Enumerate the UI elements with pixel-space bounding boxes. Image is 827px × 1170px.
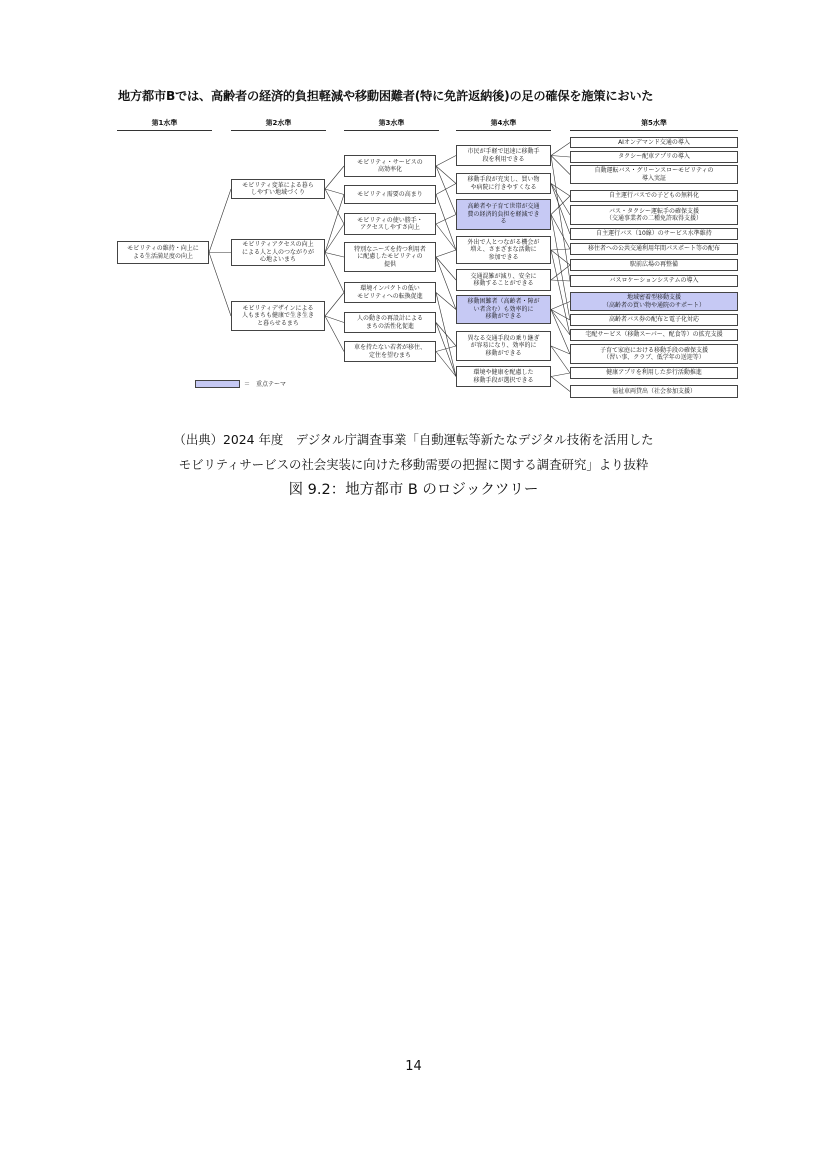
legend-label: ＝ 重点テーマ xyxy=(244,381,287,388)
connector-line-40 xyxy=(551,249,570,250)
tree-node-l3-7: 車を持たない若者が移住、 定住を望むまち xyxy=(344,341,436,362)
connector-line-1 xyxy=(209,189,231,253)
connector-line-30 xyxy=(551,143,570,156)
connector-line-23 xyxy=(436,257,456,310)
connector-line-20 xyxy=(436,224,456,250)
source-caption-line-2: モビリティサービスの社会実装に向けた移動需要の把握に関する調査研究」より抜粋 xyxy=(178,457,649,472)
tree-node-l3-1: モビリティ・サービスの 高効率化 xyxy=(344,155,436,177)
tree-node-l3-5: 環境インパクトの低い モビリティへの転換促進 xyxy=(344,282,436,303)
tree-node-l4-6: 移動困難者（高齢者・障が い者含む）も効率的に 移動ができる xyxy=(456,295,551,324)
tree-node-l5-1: AIオンデマンド交通の導入 xyxy=(570,137,738,148)
tree-node-l5-7: 移住者への公共交通利用年間パスポート等の配布 xyxy=(570,243,738,255)
level-1-header: 第1水準 xyxy=(117,118,212,131)
tree-node-l2-3: モビリティデザインによる 人もまちも健康で生き生き と暮らせるまち xyxy=(231,301,325,331)
connector-line-26 xyxy=(436,323,456,347)
connector-line-35 xyxy=(551,184,570,216)
tree-node-l4-4: 外出で人とつながる機会が 増え、さまざまな活動に 参加できる xyxy=(456,236,551,264)
connector-line-36 xyxy=(551,184,570,235)
connector-line-6 xyxy=(325,189,344,224)
connector-line-34 xyxy=(551,184,570,197)
tree-node-l3-2: モビリティ需要の高まり xyxy=(344,185,436,204)
connector-line-7 xyxy=(325,195,344,253)
connector-line-11 xyxy=(325,293,344,317)
tree-node-l5-8: 駅前広場の再整備 xyxy=(570,259,738,271)
connector-line-4 xyxy=(325,166,344,189)
level-3-header: 第3水準 xyxy=(344,118,439,131)
legend-swatch xyxy=(195,380,240,388)
level-2-header: 第2水準 xyxy=(231,118,326,131)
connector-line-21 xyxy=(436,250,456,257)
connector-line-3 xyxy=(209,253,231,317)
tree-node-l5-2: タクシー配車アプリの導入 xyxy=(570,151,738,163)
connector-line-22 xyxy=(436,257,456,280)
tree-node-l5-6: 自主運行バス（10線）のサービス水準維持 xyxy=(570,228,738,240)
connector-line-31 xyxy=(551,156,570,158)
tree-node-l5-9: バスロケーションシステムの導入 xyxy=(570,275,738,287)
tree-node-l4-2: 移動手段が充実し、買い物 や病院に行きやすくなる xyxy=(456,173,551,194)
connector-line-10 xyxy=(325,253,344,293)
tree-node-l5-3: 自動運転バス・グリーンスローモビリティの 導入実証 xyxy=(570,165,738,184)
tree-node-l4-8: 環境や健康を配慮した 移動手段が選択できる xyxy=(456,366,551,387)
source-caption-line-1: （出典）2024 年度 デジタル庁調査事業「自動運転等新たなデジタル技術を活用した xyxy=(173,432,654,447)
connector-line-51 xyxy=(551,373,570,377)
connector-line-16 xyxy=(436,166,456,215)
tree-node-l5-12: 宅配サービス（移動スーパー、配食等）の拡充支援 xyxy=(570,329,738,341)
connector-line-27 xyxy=(436,323,456,377)
tree-node-l5-15: 福祉車両貸出（社会参加支援） xyxy=(570,385,738,398)
tree-node-l5-13: 子育て家庭における移動手段の確保支援 （習い事、クラブ、低学年の送迎等） xyxy=(570,344,738,364)
connector-line-14 xyxy=(436,156,456,167)
connector-line-8 xyxy=(325,224,344,253)
tree-node-l4-7: 異なる交通手段の乗り継ぎ が容易になり、効率的に 移動ができる xyxy=(456,331,551,361)
level-4-header: 第4水準 xyxy=(456,118,551,131)
tree-node-l4-1: 市民が手軽で迅速に移動手 段を利用できる xyxy=(456,145,551,166)
connector-line-46 xyxy=(551,310,570,321)
tree-node-l3-6: 人の動きの再設計による まちの活性化促進 xyxy=(344,312,436,333)
connector-line-15 xyxy=(436,166,456,184)
connector-line-28 xyxy=(436,346,456,352)
tree-node-l4-5: 交通混雑が減り、安全に 移動することができる xyxy=(456,269,551,291)
connector-line-9 xyxy=(325,253,344,258)
level-5-header: 第5水準 xyxy=(570,118,738,131)
tree-node-l5-4: 自主運行バスでの子どもの無料化 xyxy=(570,190,738,202)
connector-line-17 xyxy=(436,184,456,195)
tree-node-l4-3: 高齢者や子育て世帯が交通 費の経済的負担を軽減でき る xyxy=(456,199,551,230)
connector-line-44 xyxy=(551,280,570,281)
figure-label: 図 9.2：地方都市 B のロジックツリー xyxy=(288,482,539,498)
tree-node-l3-4: 特別なニーズを持つ利用者 に配慮したモビリティの 提供 xyxy=(344,242,436,272)
tree-node-l5-10: 地域密着型移動支援 （高齢者の買い物や通院のサポート） xyxy=(570,292,738,311)
tree-node-l5-14: 健康アプリを利用した歩行活動推進 xyxy=(570,367,738,379)
connector-line-32 xyxy=(551,156,570,175)
page-number: 14 xyxy=(405,1059,422,1074)
tree-node-l5-11: 高齢者バス券の配布と電子化対応 xyxy=(570,314,738,326)
tree-node-l1-1: モビリティの維持・向上に よる生活満足度の向上 xyxy=(117,241,209,264)
tree-node-l2-2: モビリティアクセスの向上 による人と人のつながりが 心地よいまち xyxy=(231,239,325,266)
tree-node-l2-1: モビリティ変革による暮ら しやすい地域づくり xyxy=(231,179,325,199)
tree-node-l3-3: モビリティの使い勝手・ アクセスしやすさ向上 xyxy=(344,213,436,235)
connector-line-52 xyxy=(551,377,570,392)
tree-node-l5-5: バス・タクシー運転手の確保支援 （交通事業者の二種免許取得支援） xyxy=(570,205,738,225)
diagram-title: 地方都市Bでは、高齢者の経済的負担軽減や移動困難者(特に免許返納後)の足の確保を施策においた xyxy=(118,89,654,103)
